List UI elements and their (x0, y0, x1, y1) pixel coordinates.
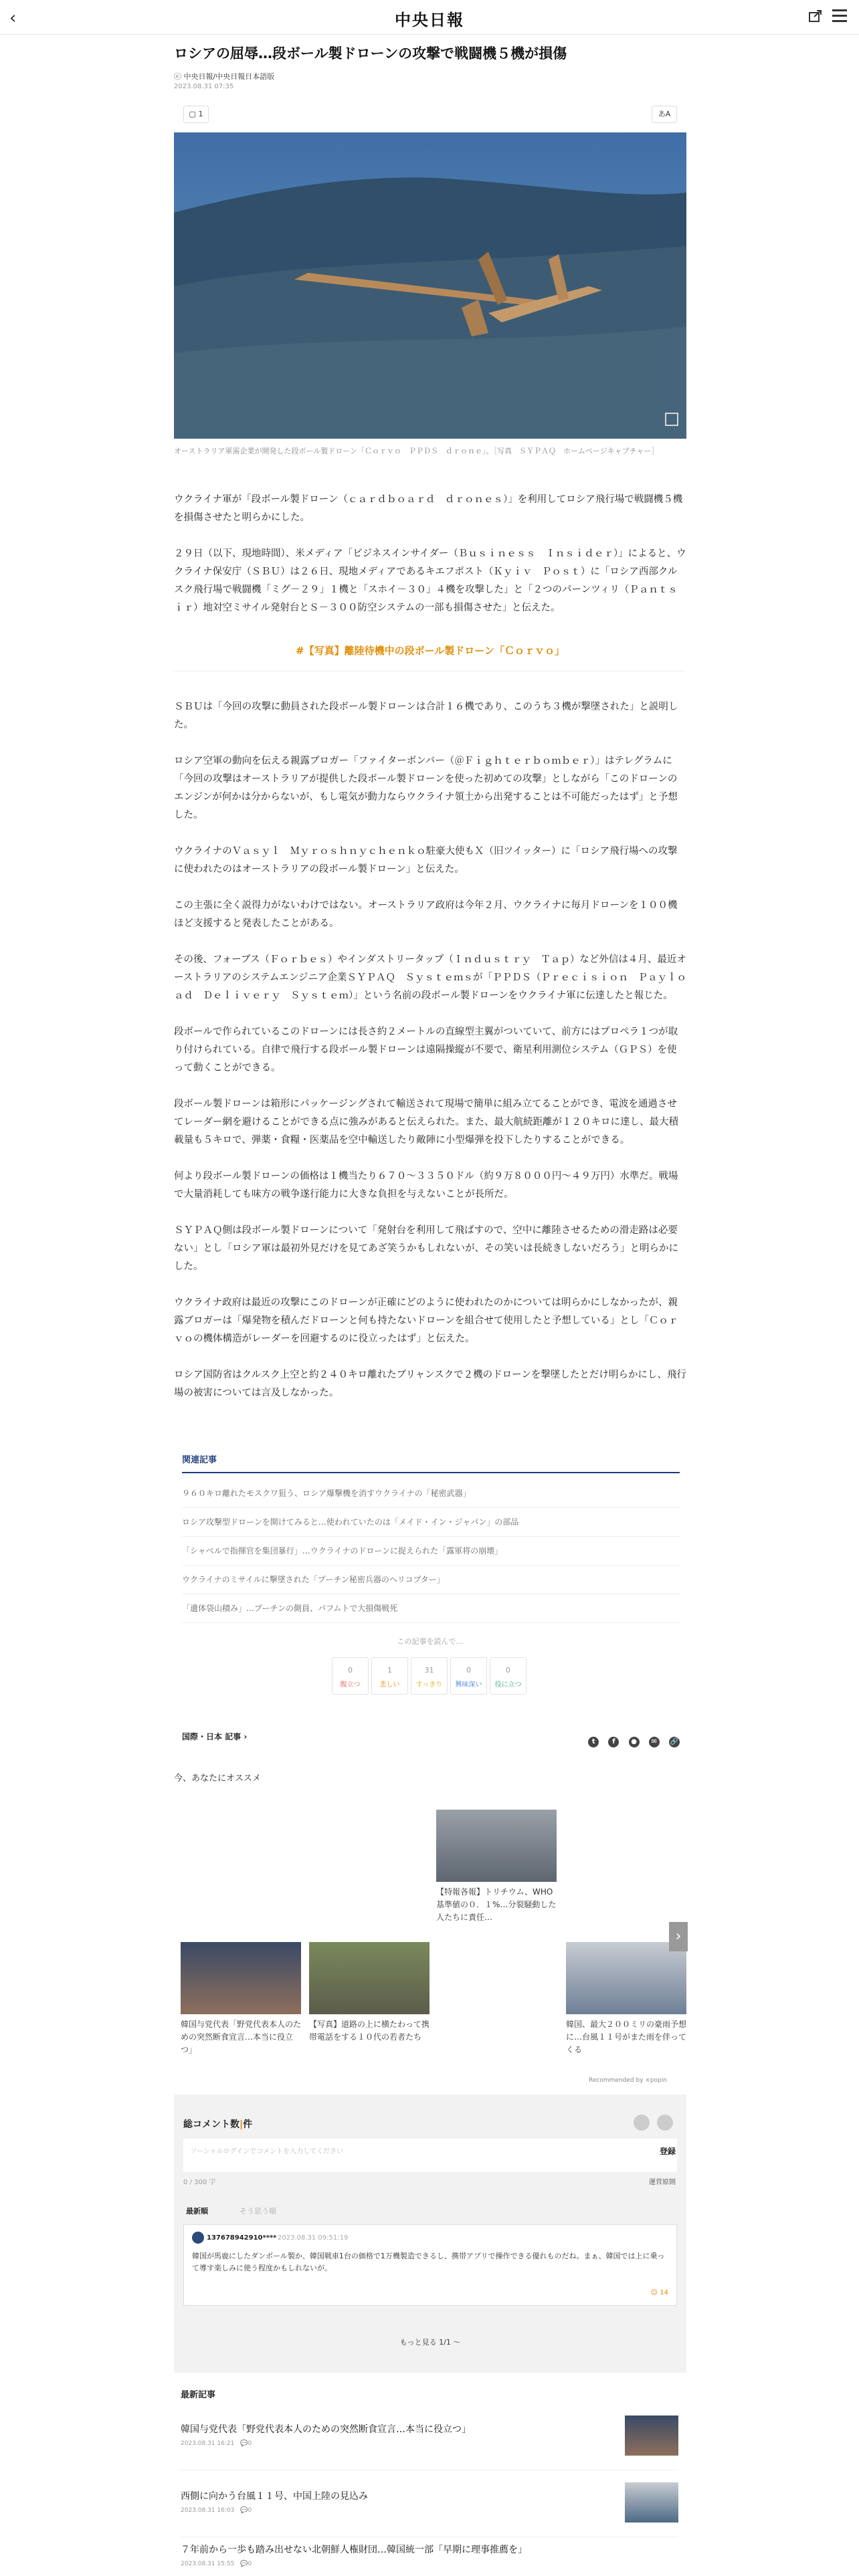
comment-sort-tabs (183, 2200, 677, 2220)
latest-heading: 最新記事 (181, 2390, 216, 2400)
top-bar (0, 0, 859, 35)
comments-heading-suffix: 件 (243, 2119, 253, 2130)
reaction-relieved[interactable] (411, 1657, 448, 1695)
comments-heading-cursor: | (240, 2119, 244, 2130)
latest-date: 2023.08.31 16:03 💬0 (181, 2507, 252, 2514)
category-bar (182, 1727, 680, 1747)
recommend-image (566, 1942, 686, 2014)
related-item[interactable]: 「遺体袋山積み」…プーチンの側員、パフムトで大損傷戦死 (182, 1594, 680, 1623)
like-button[interactable]: ☺ 14 (650, 2289, 668, 2296)
comment-user: 137678942910**** (207, 2234, 277, 2242)
recommend-title: 韓国与党代表「野党代表本人のための突然断食宣言…本当に役立つ」 (181, 2020, 302, 2054)
latest-item[interactable] (181, 2403, 678, 2470)
rules-link[interactable]: 運営原則 (649, 2179, 676, 2186)
reaction-name: 興味深い (455, 1681, 482, 1689)
latest-title: 西側に向かう台風１１号、中国上陸の見込み (181, 2491, 368, 2502)
paragraph: ウクライナ政府は最近の攻撃にこのドローンが正確にどのように使われたのかについては明らかにしなかったが、親露ブロガーは「爆発物を積んだドローンと何も持たないドローンを組合せて使用したと予想している」とし「Ｃｏｒｖｏの機体構造がレーダーを回避するのに役立ったはず」と伝えた。 (174, 1297, 678, 1344)
mail-icon[interactable]: ✉ (649, 1737, 660, 1747)
article-body (174, 491, 686, 1420)
tab-popular[interactable]: そう思う順 (240, 2207, 276, 2216)
comments-heading-label: 総コメント数 (183, 2119, 240, 2130)
recommend-card[interactable] (309, 1942, 430, 2044)
paragraph: ＳＢＵは「今回の攻撃に動員された段ボール製ドローンは合計１６機であり、このうち３機が撃墜された」と説明した。 (174, 702, 678, 730)
paragraph: ロシア空軍の動向を伝える親露ブロガー「ファイターボンバー（＠Ｆｉｇｈｔｅｒｂｏｍｂｅｒ）」はテレグラムに「今回の攻撃はオーストラリアが提供した段ボール製ドローンを使った初めての攻撃」としながら「このドローンのエンジンが何かは分からないが、もし電気が動力ならウクライナ領土から出発することは不可能だったはず」と予想した。 (174, 756, 678, 821)
latest-date: 2023.08.31 16:21 💬0 (181, 2440, 252, 2447)
recommend-card[interactable] (566, 1942, 686, 2056)
reaction-sad[interactable] (371, 1657, 408, 1695)
recommend-card[interactable] (436, 1810, 557, 1924)
comments-section (174, 2095, 686, 2373)
comment-card (183, 2224, 677, 2306)
related-list (182, 1479, 680, 1623)
paragraph: 段ボール製ドローンは箱形にパッケージングされて輸送されて現場で簡単に組み立てることができ、電波を通過させてレーダー網を避けることができる点に強みがあると伝えられた。また、最大航続距離が１２０キロに達し、最大積載量も５キロで、弾薬・食糧・医薬品を空中輸送したり敵陣に小型爆弾を投下したりすることができる。 (174, 1099, 678, 1146)
latest-item[interactable] (181, 2524, 678, 2576)
reaction-useful[interactable] (490, 1657, 527, 1695)
photo-caption: オーストラリア軍需企業が開発した段ボール製ドローン「Ｃｏｒｖｏ ＰＰＤＳ ｄｒｏｎｅ」。［写真 ＳＹＰＡＱ ホームページキャプチャー］ (174, 447, 659, 455)
related-item[interactable]: ９６０キロ離れたモスクワ狙う、ロシア爆撃機を消すウクライナの「秘密武器」 (182, 1479, 680, 1508)
comment-text: 韓国が馬鹿にしたダンボール製か、韓国戦車1台の価格で1万機製造できるし、携帯アプリで操作できる優れものだね。まぁ、韓国では上に乗って導す楽しみに使う程度かもしれないが。 (192, 2252, 665, 2272)
article-source: ⓒ 中央日報/中央日報日本語版 (174, 72, 275, 81)
comment-count: 1 (198, 110, 203, 118)
article-date: 2023.08.31 07:35 (174, 83, 234, 90)
recommend-title: 韓国、最大２００ミリの豪雨予想に…台風１１号がまた雨を伴ってくる (566, 2020, 687, 2054)
article-title: ロシアの屈辱…段ボール製ドローンの攻撃で戦闘機５機が損傷 (174, 45, 567, 62)
related-item[interactable]: ウクライナのミサイルに撃墜された「プーチン秘密兵器のヘリコプター」 (182, 1566, 680, 1594)
link-icon[interactable]: 🔗 (669, 1737, 680, 1747)
line-icon[interactable]: ● (629, 1737, 640, 1747)
reaction-name: 悲しい (379, 1681, 400, 1689)
category-link[interactable]: 国際・日本 記事 › (182, 1732, 248, 1741)
latest-title: ７年前から一歩も踏み出せない北朝鮮人権財団…韓国統一部「早期に理事推薦を」 (181, 2545, 527, 2555)
tab-latest[interactable]: 最新順 (186, 2207, 208, 2216)
article-photo (174, 132, 686, 439)
reaction-interesting[interactable] (450, 1657, 487, 1695)
avatar (192, 2232, 204, 2244)
related-item[interactable]: ロシア攻撃型ドローンを開けてみると…使われていたのは「メイド・イン・ジャパン」の部品 (182, 1508, 680, 1537)
powered-by: Recommended by ⨯popin (589, 2077, 668, 2084)
paragraph: 何より段ボール製ドローンの価格は１機当たり６７０～３３５０ドル（約９万８０００円～４９万円）水準だ。戦場で大量消耗しても味方の戦争遂行能力に大きな負担を与えないことが長所だ。 (174, 1171, 678, 1200)
paragraph: ＳＹＰＡＱ側は段ボール製ドローンについて「発射台を利用して飛ばすので、空中に離陸させるための滑走路は必要ない」とし「ロシア軍は最初外見だけを見てあざ笑うかもしれないが、その笑いは長続きしないだろう」と明らかにした。 (174, 1225, 678, 1272)
latest-date: 2023.08.31 15:55 💬0 (181, 2561, 252, 2567)
comments-heading (183, 2117, 252, 2131)
reaction-count: 0 (466, 1666, 471, 1675)
recommend-heading: 今、あなたにオススメ (174, 1774, 261, 1784)
share-buttons (581, 1731, 680, 1751)
comment-time: 2023.08.31 09:51:19 (278, 2234, 349, 2242)
login-buttons (630, 2115, 673, 2133)
twitter-icon[interactable]: t (588, 1737, 599, 1747)
comment-count-button[interactable] (183, 106, 209, 123)
reaction-count: 0 (506, 1666, 510, 1675)
char-count: 0 / 300 字 (183, 2179, 216, 2186)
reaction-count: 31 (424, 1666, 434, 1675)
paragraph: その後、フォーブス（Ｆｏｒｂｅｓ）やインダストリータップ（Ｉｎｄｕｓｔｒｙ Ｔａｐ）など外信は４月、最近オーストラリアのシステムエンジニア企業ＳＹＰＡＱ Ｓｙｓｔｅｍｓが「ＰＰＤＳ（Ｐｒｅｃｉｓｉｏｎ Ｐａｙｌｏａｄ Ｄｅｌｉｖｅｒｙ Ｓｙｓｔｅｍ）」という名前の段ボール製ドローンをウクライナ軍に伝達したと報じた。 (174, 954, 686, 1001)
paragraph: ２９日（以下、現地時間）、米メディア「ビジネスインサイダー（Ｂｕｓｉｎｅｓｓ Ｉｎｓｉｄｅｒ）」によると、ウクライナ保安庁（ＳＢＵ）は２６日、現地メディアであるキエフポスト（Ｋｙｉｖ Ｐｏｓｔ）に「ロシア西部クルスク飛行場で戦闘機「ミグ－２９」１機と「スホイ－３０」４機を攻撃した」と「２つのパーンツィリ（Ｐａｎｔｓｉｒ）地対空ミサイル発射台とＳ－３００防空システムの一部も損傷させた」と伝えた。 (174, 548, 686, 613)
reaction-label: この記事を読んで… (397, 1637, 464, 1646)
recommend-image (309, 1942, 430, 2014)
latest-title: 韓国与党代表「野党代表本人のための突然断食宣言…本当に役立つ」 (181, 2424, 471, 2435)
latest-thumbnail (625, 2482, 678, 2523)
paragraph: 段ボールで作られているこのドローンには長さ約２メートルの直線型主翼がついていて、前方にはプロペラ１つが取り付けられている。自律で飛行する段ボール製ドローンは遠隔操縦が不要で、衛星利用測位システム（ＧＰＳ）を使って動くことができる。 (174, 1027, 678, 1073)
related-heading: 関連記事 (182, 1453, 680, 1473)
recommend-card[interactable] (181, 1942, 301, 2056)
reaction-angry[interactable] (332, 1657, 369, 1695)
twitter-login-icon[interactable] (634, 2115, 650, 2131)
latest-thumbnail (625, 2416, 678, 2456)
comment-input[interactable]: ソーシャルログインでコメントを入力してください (183, 2139, 677, 2172)
related-item[interactable]: 「シャベルで指揮官を集団暴行」…ウクライナのドローンに捉えられた「露軍将の崩壊」 (182, 1537, 680, 1566)
facebook-login-icon[interactable] (657, 2115, 673, 2131)
more-comments-button[interactable]: もっと見る 1/1 ～ (399, 2338, 461, 2347)
recommend-image (436, 1810, 557, 1882)
reaction-name: 役に立つ (494, 1681, 522, 1689)
reaction-name: すっきり (415, 1681, 443, 1689)
carousel-next-icon[interactable]: › (669, 1922, 688, 1951)
reaction-count: 1 (387, 1666, 392, 1675)
back-icon[interactable]: ‹ (9, 8, 17, 28)
recommend-title: 【写真】道路の上に横たわって携帯電話をする１０代の若者たち (309, 2020, 430, 2042)
recommend-image (181, 1942, 301, 2014)
reaction-count: 0 (348, 1666, 353, 1675)
menu-icon[interactable] (832, 9, 847, 23)
site-logo[interactable]: 中央日報 (395, 10, 464, 29)
comment-icon: ▢ (189, 110, 196, 118)
paragraph: この主張に全く説得力がないわけではない。オーストラリア政府は今年２月、ウクライナに毎月ドローンを１００機ほど支援すると発表したことがある。 (174, 900, 678, 929)
paragraph: ロシア国防省はクルスク上空と約２４０キロ離れたブリャンスクで２機のドローンを撃墜したとだけ明らかにし、飛行場の被害については言及しなかった。 (174, 1370, 686, 1398)
recommend-title: 【特報各報】トリチウム、WHO基準値の０．１%…分裂騒動した人たちに責任… (436, 1887, 557, 1922)
paragraph: ウクライナのＶａｓｙｌ Ｍｙｒｏｓｈｎｙｃｈｅｎｋｏ駐豪大使もＸ（旧ツイッター）に「ロシア飛行場への攻撃に使われたのはオーストラリアの段ボール製ドローン」と伝えた。 (174, 846, 678, 875)
paragraph: ウクライナ軍が「段ボール製ドローン（ｃａｒｄｂｏａｒｄ ｄｒｏｎｅｓ）」を利用してロシア飛行場で戦闘機５機を損傷させたと明らかにした。 (174, 494, 683, 523)
like-count: 14 (660, 2289, 668, 2296)
related-photo-link[interactable]: #【写真】離陸待機中の段ボール製ドローン「Ｃｏｒｖｏ」 (174, 635, 686, 671)
font-size-button[interactable]: あA (652, 106, 677, 123)
article-tools (174, 100, 686, 126)
submit-button[interactable]: 登録 (659, 2147, 676, 2156)
share-icon[interactable] (808, 9, 823, 23)
facebook-icon[interactable]: f (608, 1737, 619, 1747)
reaction-name: 腹立つ (340, 1681, 361, 1689)
